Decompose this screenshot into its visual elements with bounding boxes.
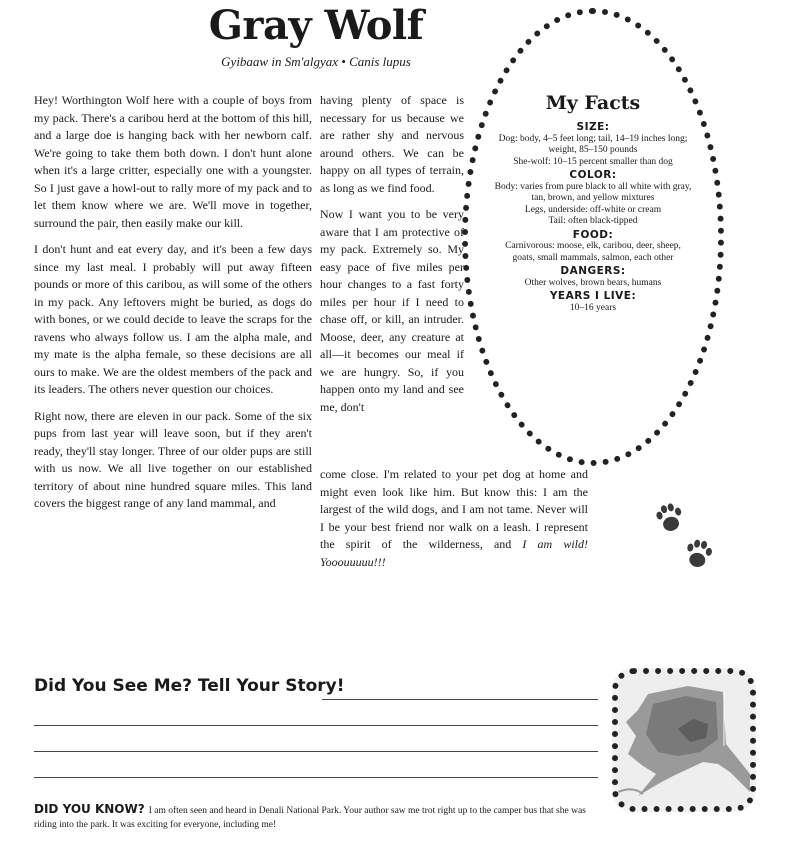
facts-dangers-text: Other wolves, brown bears, humans [524, 277, 662, 288]
writing-line[interactable] [322, 699, 598, 700]
facts-size-label: SIZE: [576, 121, 610, 133]
alaska-map [612, 668, 756, 812]
my-facts-circle [462, 8, 724, 466]
writing-line[interactable] [34, 725, 598, 726]
story-prompt-heading: Did You See Me? Tell Your Story! [34, 676, 345, 696]
story-paragraph: Hey! Worthington Wolf here with a couple of boys from my pack. There's a caribou herd at the bottom of this hill, and a large doe is hanging back with her newborn calf. We're going to take them both down. I don't hunt alone when it's a large critter, especially one with a youngster. So I just gave a howl-out to rally more of my pack and to let them know where we are. We'll move in together, surround the pair, then easily make our kill. [34, 93, 312, 230]
facts-food-text: Carnivorous: moose, elk, caribou, deer, sheep, goats, small mammals, salmon, each other [505, 241, 681, 263]
facts-color-text: Tail: often black-tipped [548, 216, 638, 226]
story-paragraph: I don't hunt and eat every day, and it's been a few days since my last meal. I probably will put away fifteen pounds or more of this caribou, as will some of the others in my pack. Any leftovers might be buried, as dogs do with bones, or we could decide to leave the scraps for the ravens who always follow us. I am the alpha male, and my mate is the alpha female, so these decisions are all ours to make. We are the oldest members of the pack and its leaders. The others never question our choices. [34, 242, 312, 396]
story-column-left [34, 92, 312, 522]
page-subtitle: Gyibaaw in Sm'algyax • Canis lupus [221, 54, 411, 69]
story-paragraph: Now I want you to be very aware that I am protective of my pack. Extremely so. My easy pace of five miles per hour changes to a fast forty miles per hour if I need to chase off, or kill, an intruder. Moose, deer, any creature at all—it becomes our meal if we are hungry. So, if you happen onto my land and see me, don't [320, 207, 464, 414]
story-paragraph [320, 466, 588, 571]
facts-years-text: 10–16 years [569, 302, 617, 313]
facts-dangers-label: DANGERS: [560, 265, 626, 277]
story-text: come close. I'm related to your pet dog at home and might even look like him. But know this: I am the largest of the wild dogs, and I am not tame. Never will I be your best friend nor walk on a leash. I represent the spirit of the wilderness, and [320, 467, 588, 551]
facts-color-text: Body: varies from pure black to all white with gray, tan, brown, and yellow mixtures [494, 181, 692, 203]
page-title: Gray Wolf [208, 2, 424, 49]
writing-line[interactable] [34, 777, 598, 778]
facts-color-text: Legs, underside: off-white or cream [524, 204, 662, 215]
story-closing-italic: I am wild! Yooouuuuu!!! [320, 537, 588, 569]
facts-food-label: FOOD: [572, 228, 614, 241]
facts-size-text: Dog: body, 4–5 feet long; tail, 14–19 inches long; weight, 85–150 pounds [498, 133, 688, 155]
paw-prints-icon [648, 498, 720, 580]
did-you-know-text: I am often seen and heard in Denali National Park. Your author saw me trot right up to the camper bus that she was riding into the park. It was exciting for everyone, including me! [34, 806, 586, 830]
facts-size-text: She-wolf: 10–15 percent smaller than dog [513, 156, 673, 167]
story-column-right-bottom [320, 466, 588, 580]
facts-body [493, 122, 693, 314]
story-column-right-top [320, 92, 464, 425]
facts-years-label: YEARS I LIVE: [549, 290, 637, 302]
story-paragraph: Right now, there are eleven in our pack. Some of the six pups from last year will leave soon, but if they aren't ready, they'll stay longer. Three of our older pups are still with us now. We all live together on our established territory of about nine hundred square miles. This land covers the biggest range of any land mammal, and [34, 408, 312, 510]
did-you-know-label: DID YOU KNOW? [34, 802, 145, 816]
alaska-map-icon [618, 674, 750, 806]
facts-color-label: COLOR: [569, 169, 617, 181]
facts-title: My Facts [545, 92, 641, 114]
did-you-know [34, 802, 594, 832]
writing-line[interactable] [34, 751, 598, 752]
story-paragraph: having plenty of space is necessary for us because we are rather shy and nervous around others. We can be happy on all types of terrain, as long as we find food. [320, 93, 464, 195]
